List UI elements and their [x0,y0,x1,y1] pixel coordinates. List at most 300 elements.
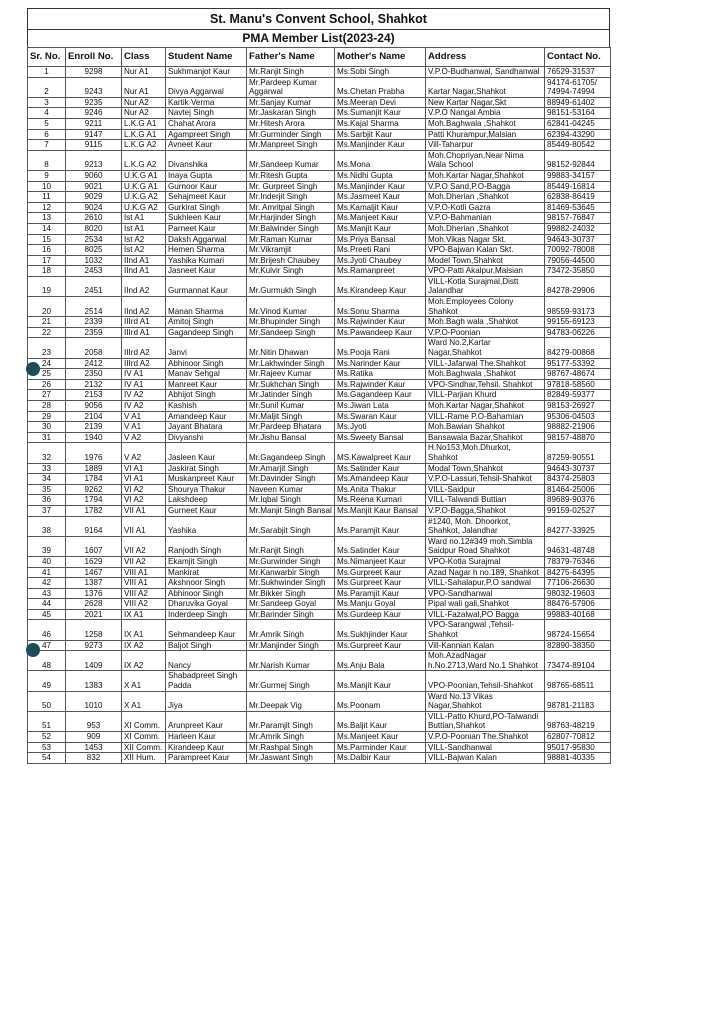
enroll-no-cell: 2339 [66,317,122,328]
student-name-cell: Gurmannat Kaur [166,276,247,296]
class-cell: IInd A2 [122,297,166,317]
table-row [28,338,611,358]
father-name-cell: Mr.Gurmukh Singh [247,276,335,296]
contact-no-cell: 98032-19603 [545,588,611,599]
address-cell: VILL-Talwandi Buttian [426,495,545,506]
punch-hole-mark [26,643,40,657]
address-cell: #1240, Moh. Dhoorkot, Shahkot, Jalandhar [426,516,545,536]
class-cell: XI Comm. [122,732,166,743]
father-name-cell: Mr.Balwinder Singh [247,223,335,234]
mother-name-cell: Ms.Gurpreet Kaur [335,640,426,651]
contact-no-cell: 94631-48748 [545,536,611,556]
table-row [28,620,611,640]
sr-no-cell: 41 [28,567,66,578]
mother-name-cell: Ms.Mona [335,150,426,170]
table-row [28,181,611,192]
class-cell: L.K.G A2 [122,150,166,170]
contact-no-cell: 98882-21906 [545,422,611,433]
mother-name-cell: Ms.Gagandeep Kaur [335,390,426,401]
table-row [28,77,611,97]
sr-no-cell: 38 [28,516,66,536]
student-name-cell: Gurnoor Kaur [166,181,247,192]
sr-no-cell: 2 [28,77,66,97]
table-row [28,556,611,567]
father-name-cell: Mr.Sunil Kumar [247,401,335,412]
contact-no-cell: 98151-53164 [545,108,611,119]
enroll-no-cell: 8025 [66,245,122,256]
table-row [28,108,611,119]
enroll-no-cell: 909 [66,732,122,743]
student-name-cell: Hemen Sharma [166,245,247,256]
sr-no-cell: 42 [28,578,66,589]
sr-no-cell: 22 [28,327,66,338]
sr-no-cell: 51 [28,711,66,731]
student-name-cell: Sukhmanjot Kaur [166,67,247,78]
class-cell: IX A2 [122,640,166,651]
father-name-cell: Mr.Jatinder Singh [247,390,335,401]
sr-no-cell: 5 [28,118,66,129]
contact-no-cell: 88476-57906 [545,599,611,610]
enroll-no-cell: 9056 [66,401,122,412]
address-cell: V.P.O Nangal Ambia [426,108,545,119]
father-name-cell: Mr.Kanwarbir Singh [247,567,335,578]
sr-no-cell: 45 [28,609,66,620]
table-row [28,129,611,140]
class-cell: IX A1 [122,620,166,640]
student-name-cell: Abhijot Singh [166,390,247,401]
enroll-no-cell: 2132 [66,379,122,390]
student-name-cell: Sehmandeep Kaur [166,620,247,640]
student-name-cell: Avneet Kaur [166,140,247,151]
father-name-cell: Mr.Manpreet Singh [247,140,335,151]
contact-no-cell: 98881-40335 [545,753,611,764]
student-name-cell: Manreet Kaur [166,379,247,390]
student-name-cell: Jasneet Kaur [166,266,247,277]
class-cell: IIIrd A2 [122,338,166,358]
class-cell: L.K.G A1 [122,118,166,129]
class-cell: L.K.G A2 [122,140,166,151]
class-cell: Ist A2 [122,245,166,256]
sr-no-cell: 1 [28,67,66,78]
class-cell: IX A2 [122,651,166,671]
father-name-cell: Mr.Amrik Singh [247,620,335,640]
class-cell: X A1 [122,671,166,691]
sr-no-cell: 37 [28,505,66,516]
enroll-no-cell: 2514 [66,297,122,317]
table-row [28,266,611,277]
mother-name-cell: Ms.Manjit Kaur Bansal [335,505,426,516]
table-row [28,516,611,536]
enroll-no-cell: 2139 [66,422,122,433]
class-cell: Nur A1 [122,67,166,78]
school-title: St. Manu's Convent School, Shahkot [27,8,610,29]
contact-no-cell: 98153-26927 [545,401,611,412]
contact-no-cell: 94643-30737 [545,463,611,474]
mother-name-cell: Ms.Kirandeep Kaur [335,276,426,296]
student-name-cell: Divya Aggarwal [166,77,247,97]
table-row [28,474,611,485]
class-cell: U.K.G A2 [122,192,166,203]
table-row [28,411,611,422]
father-name-cell: Mr.Deepak Vig [247,691,335,711]
table-row [28,150,611,170]
table-row [28,753,611,764]
student-name-cell: Shourya Thakur [166,484,247,495]
contact-no-cell: 82849-59377 [545,390,611,401]
table-row [28,599,611,610]
table-row [28,651,611,671]
class-cell: V A1 [122,422,166,433]
class-cell: Ist A1 [122,213,166,224]
address-cell: VPO-Bajwan Kalan Skt. [426,245,545,256]
class-cell: IV A2 [122,390,166,401]
address-cell: New Kartar Nagar,Skt [426,97,545,108]
class-cell: V A1 [122,411,166,422]
contact-no-cell: 62807-70812 [545,732,611,743]
student-name-cell: Baljot Singh [166,640,247,651]
contact-no-cell: 81464-25006 [545,484,611,495]
contact-no-cell: 79056-44500 [545,255,611,266]
table-row [28,536,611,556]
sr-no-cell: 34 [28,474,66,485]
student-name-cell: Kartik Verma [166,97,247,108]
table-row [28,671,611,691]
address-cell: Azad Nagar h no.189, Shahkot [426,567,545,578]
enroll-no-cell: 1629 [66,556,122,567]
address-cell: VPO-Patti Akalpur,Malsian [426,266,545,277]
father-name-cell: Mr.Rajeev Kumar [247,369,335,380]
sr-no-cell: 35 [28,484,66,495]
contact-no-cell: 62838-86419 [545,192,611,203]
mother-name-cell: Ms.Sobi Singh [335,67,426,78]
contact-no-cell: 89689-90376 [545,495,611,506]
table-row [28,358,611,369]
father-name-cell: Mr.Jaswant Singh [247,753,335,764]
mother-name-cell: Ms.Anju Bala [335,651,426,671]
father-name-cell: Mr.Vinod Kumar [247,297,335,317]
father-name-cell: Mr.Kulvir Singh [247,266,335,277]
sr-no-cell: 25 [28,369,66,380]
contact-no-cell: 98767-48674 [545,369,611,380]
class-cell: Ist A1 [122,223,166,234]
student-name-cell: Navtej Singh [166,108,247,119]
enroll-no-cell: 2628 [66,599,122,610]
student-name-cell: Sukhleen Kaur [166,213,247,224]
address-cell: Moh.Dherian ,Shahkot [426,223,545,234]
student-name-cell: Janvi [166,338,247,358]
student-name-cell: Manav Sehgal [166,369,247,380]
enroll-no-cell: 1453 [66,742,122,753]
father-name-cell: Mr.Pardeep Bhatara [247,422,335,433]
mother-name-cell: Ms.Manjinder Kaur [335,140,426,151]
enroll-no-cell: 1032 [66,255,122,266]
table-row [28,297,611,317]
father-name-cell: Mr.Sarabjit Singh [247,516,335,536]
student-name-cell: Divyanshi [166,432,247,443]
father-name-cell: Mr.Gurmej Singh [247,671,335,691]
student-name-cell: Jayant Bhatara [166,422,247,433]
address-cell: Ward No.2,Kartar Nagar,Shahkot [426,338,545,358]
father-name-cell: Mr. Gurpreet Singh [247,181,335,192]
student-name-cell: Muskanpreet Kaur [166,474,247,485]
address-cell: Patti Khurampur,Malsian [426,129,545,140]
class-cell: VI A1 [122,474,166,485]
student-name-cell: Abhinoor Singh [166,358,247,369]
contact-no-cell: 99159-02527 [545,505,611,516]
address-cell: Moh.Baghwala ,Shahkot [426,369,545,380]
contact-no-cell: 73474-89104 [545,651,611,671]
mother-name-cell: Ms.Manjinder Kaur [335,181,426,192]
table-row [28,732,611,743]
table-row [28,234,611,245]
contact-no-cell: 94783-06226 [545,327,611,338]
table-row [28,711,611,731]
enroll-no-cell: 2412 [66,358,122,369]
father-name-cell: Mr.Amarjit Singh [247,463,335,474]
enroll-no-cell: 1794 [66,495,122,506]
class-cell: VIII A1 [122,567,166,578]
table-row [28,369,611,380]
address-cell: V.P.O-Bagga,Shahkot [426,505,545,516]
father-name-cell: Mr.Harjinder Singh [247,213,335,224]
address-cell: VILL-Rame P.O-Bahamian [426,411,545,422]
contact-no-cell: 99883-34157 [545,170,611,181]
mother-name-cell: Ms.Manjeet Kaur [335,213,426,224]
enroll-no-cell: 1376 [66,588,122,599]
student-name-cell: Yashika Kumari [166,255,247,266]
student-name-cell: Ekamjit Singh [166,556,247,567]
table-row [28,505,611,516]
member-table [27,47,611,764]
mother-name-cell: Ms.Rajwinder Kaur [335,379,426,390]
column-header: Father's Name [247,48,335,67]
table-row [28,67,611,78]
student-name-cell: Inderdeep Singh [166,609,247,620]
mother-name-cell: Ms.Chetan Prabha [335,77,426,97]
student-name-cell: Dharuvika Goyal [166,599,247,610]
sr-no-cell: 32 [28,443,66,463]
table-row [28,401,611,412]
father-name-cell: Naveen Kumar [247,484,335,495]
class-cell: V A2 [122,432,166,443]
contact-no-cell: 84278-29906 [545,276,611,296]
sr-no-cell: 3 [28,97,66,108]
column-header: Address [426,48,545,67]
father-name-cell: Mr. Amritpal Singh [247,202,335,213]
father-name-cell: Mr.Inderjit Singh [247,192,335,203]
sr-no-cell: 27 [28,390,66,401]
student-name-cell: Gurneet Kaur [166,505,247,516]
table-row [28,742,611,753]
father-name-cell: Mr.Sandeep Singh [247,327,335,338]
mother-name-cell: Ms.Gurpreet Kaur [335,567,426,578]
contact-no-cell: 95306-04503 [545,411,611,422]
mother-name-cell: Ms.Baljit Kaur [335,711,426,731]
mother-name-cell: Ms.Rajwinder Kaur [335,317,426,328]
class-cell: U.K.G A1 [122,170,166,181]
father-name-cell: Mr.Davinder Singh [247,474,335,485]
sr-no-cell: 44 [28,599,66,610]
student-name-cell: Parampreet Kaur [166,753,247,764]
table-row [28,255,611,266]
enroll-no-cell: 2350 [66,369,122,380]
student-name-cell: Jiya [166,691,247,711]
student-name-cell: Lakshdeep [166,495,247,506]
address-cell: VILL-Bajwan Kalan [426,753,545,764]
contact-no-cell: 62841-04245 [545,118,611,129]
sr-no-cell: 19 [28,276,66,296]
father-name-cell: Mr.Sanjay Kumar [247,97,335,108]
class-cell: IIIrd A2 [122,358,166,369]
father-name-cell: Mr.Maljit Singh [247,411,335,422]
sr-no-cell: 36 [28,495,66,506]
class-cell: V A2 [122,443,166,463]
enroll-no-cell: 832 [66,753,122,764]
mother-name-cell: Ms.Nidhi Gupta [335,170,426,181]
table-row [28,170,611,181]
student-name-cell: Kirandeep Kaur [166,742,247,753]
sr-no-cell: 6 [28,129,66,140]
student-name-cell: Jasleen Kaur [166,443,247,463]
sr-no-cell: 46 [28,620,66,640]
sr-no-cell: 43 [28,588,66,599]
class-cell: IInd A2 [122,276,166,296]
sr-no-cell: 47 [28,640,66,651]
enroll-no-cell: 9235 [66,97,122,108]
mother-name-cell: Ms.Kajal Sharma [335,118,426,129]
contact-no-cell: 73472-35850 [545,266,611,277]
table-row [28,609,611,620]
enroll-no-cell: 2058 [66,338,122,358]
address-cell: VILL-Sandhanwal [426,742,545,753]
father-name-cell: Mr.Manjit Singh Bansal [247,505,335,516]
enroll-no-cell: 2359 [66,327,122,338]
mother-name-cell: Ms.Manju Goyal [335,599,426,610]
father-name-cell: Mr.Sukhwinder Singh [247,578,335,589]
table-row [28,578,611,589]
enroll-no-cell: 2610 [66,213,122,224]
sr-no-cell: 52 [28,732,66,743]
address-cell: Ward No.13 Vikas Nagar,Shahkot [426,691,545,711]
contact-no-cell: 98763-48219 [545,711,611,731]
enroll-no-cell: 9262 [66,484,122,495]
enroll-no-cell: 1940 [66,432,122,443]
table-row [28,140,611,151]
enroll-no-cell: 2104 [66,411,122,422]
class-cell: IIIrd A1 [122,317,166,328]
contact-no-cell: 62394-43290 [545,129,611,140]
mother-name-cell: Ms.Anita Thakur [335,484,426,495]
mother-name-cell: Ms.Nimanjeet Kaur [335,556,426,567]
father-name-cell: Mr.Sandeep Kumar [247,150,335,170]
student-name-cell: Gurkirat Singh [166,202,247,213]
column-header: Student Name [166,48,247,67]
student-name-cell: Akshnoor Singh [166,578,247,589]
student-name-cell: Jaskirat Singh [166,463,247,474]
father-name-cell: Mr.Ritesh Gupta [247,170,335,181]
address-cell: VPO-Sindhar,Tehsil. Shahkot [426,379,545,390]
mother-name-cell: Ms.Sumanjit Kaur [335,108,426,119]
address-cell: Moh.Employees Colony Shahkot [426,297,545,317]
father-name-cell: Mr.Vikramjit [247,245,335,256]
father-name-cell: Mr.Jaskaran Singh [247,108,335,119]
address-cell: VILL-Jafarwal The.Shahkot [426,358,545,369]
sr-no-cell: 15 [28,234,66,245]
student-name-cell: Chahat Arora [166,118,247,129]
mother-name-cell: Ms.Gurpreet Kaur [335,578,426,589]
table-row [28,118,611,129]
contact-no-cell: 85449-16814 [545,181,611,192]
mother-name-cell: Ms.Kamaljit Kaur [335,202,426,213]
address-cell: Vill-Taharpur [426,140,545,151]
mother-name-cell: Ms.Priya Bansal [335,234,426,245]
contact-no-cell: 98765-68511 [545,671,611,691]
table-row [28,463,611,474]
enroll-no-cell: 9211 [66,118,122,129]
enroll-no-cell: 9273 [66,640,122,651]
class-cell: IV A2 [122,401,166,412]
mother-name-cell: Ms.Sweety Bansal [335,432,426,443]
address-cell: V.P.O-Poonian The.Shahkot [426,732,545,743]
father-name-cell: Mr.Hitesh Arora [247,118,335,129]
table-row [28,484,611,495]
table-row [28,276,611,296]
column-header: Enroll No. [66,48,122,67]
contact-no-cell: 98157-48870 [545,432,611,443]
father-name-cell: Mr.Gagandeep Singh [247,443,335,463]
father-name-cell: Mr.Amrik Singh [247,732,335,743]
contact-no-cell: 76529-31537 [545,67,611,78]
mother-name-cell: Ms.Poonam [335,691,426,711]
enroll-no-cell: 1383 [66,671,122,691]
mother-name-cell: Ms.Preeti Rani [335,245,426,256]
mother-name-cell: Ms.Manjeet Kaur [335,732,426,743]
sr-no-cell: 29 [28,411,66,422]
sr-no-cell: 11 [28,192,66,203]
mother-name-cell: Ms.Satinder Kaur [335,463,426,474]
table-row [28,390,611,401]
mother-name-cell: Ms.Meeran Devi [335,97,426,108]
class-cell: Ist A2 [122,234,166,245]
contact-no-cell: 84279-00868 [545,338,611,358]
sr-no-cell: 26 [28,379,66,390]
class-cell: VIII A2 [122,588,166,599]
class-cell: IV A1 [122,369,166,380]
enroll-no-cell: 2153 [66,390,122,401]
sr-no-cell: 49 [28,671,66,691]
class-cell: Nur A1 [122,77,166,97]
mother-name-cell: Ms.Ratika [335,369,426,380]
sr-no-cell: 23 [28,338,66,358]
class-cell: VI A1 [122,463,166,474]
mother-name-cell: MS.Kawalpreet Kaur [335,443,426,463]
student-name-cell: Ranjodh Singh [166,536,247,556]
table-row [28,422,611,433]
address-cell: Moh.Bawian Shahkot [426,422,545,433]
table-row [28,432,611,443]
enroll-no-cell: 9213 [66,150,122,170]
table-row [28,640,611,651]
class-cell: Nur A2 [122,108,166,119]
address-cell: Moh.Vikas Nagar Skt. [426,234,545,245]
table-row [28,443,611,463]
address-cell: Ward no.12#349 moh.Simbla Saidpur Road Shahkot [426,536,545,556]
enroll-no-cell: 9024 [66,202,122,213]
contact-no-cell: 98152-92844 [545,150,611,170]
mother-name-cell: Ms.Narinder Kaur [335,358,426,369]
address-cell: Moh.Kartar Nagar,Shahkot [426,170,545,181]
student-name-cell: Inaya Gupta [166,170,247,181]
